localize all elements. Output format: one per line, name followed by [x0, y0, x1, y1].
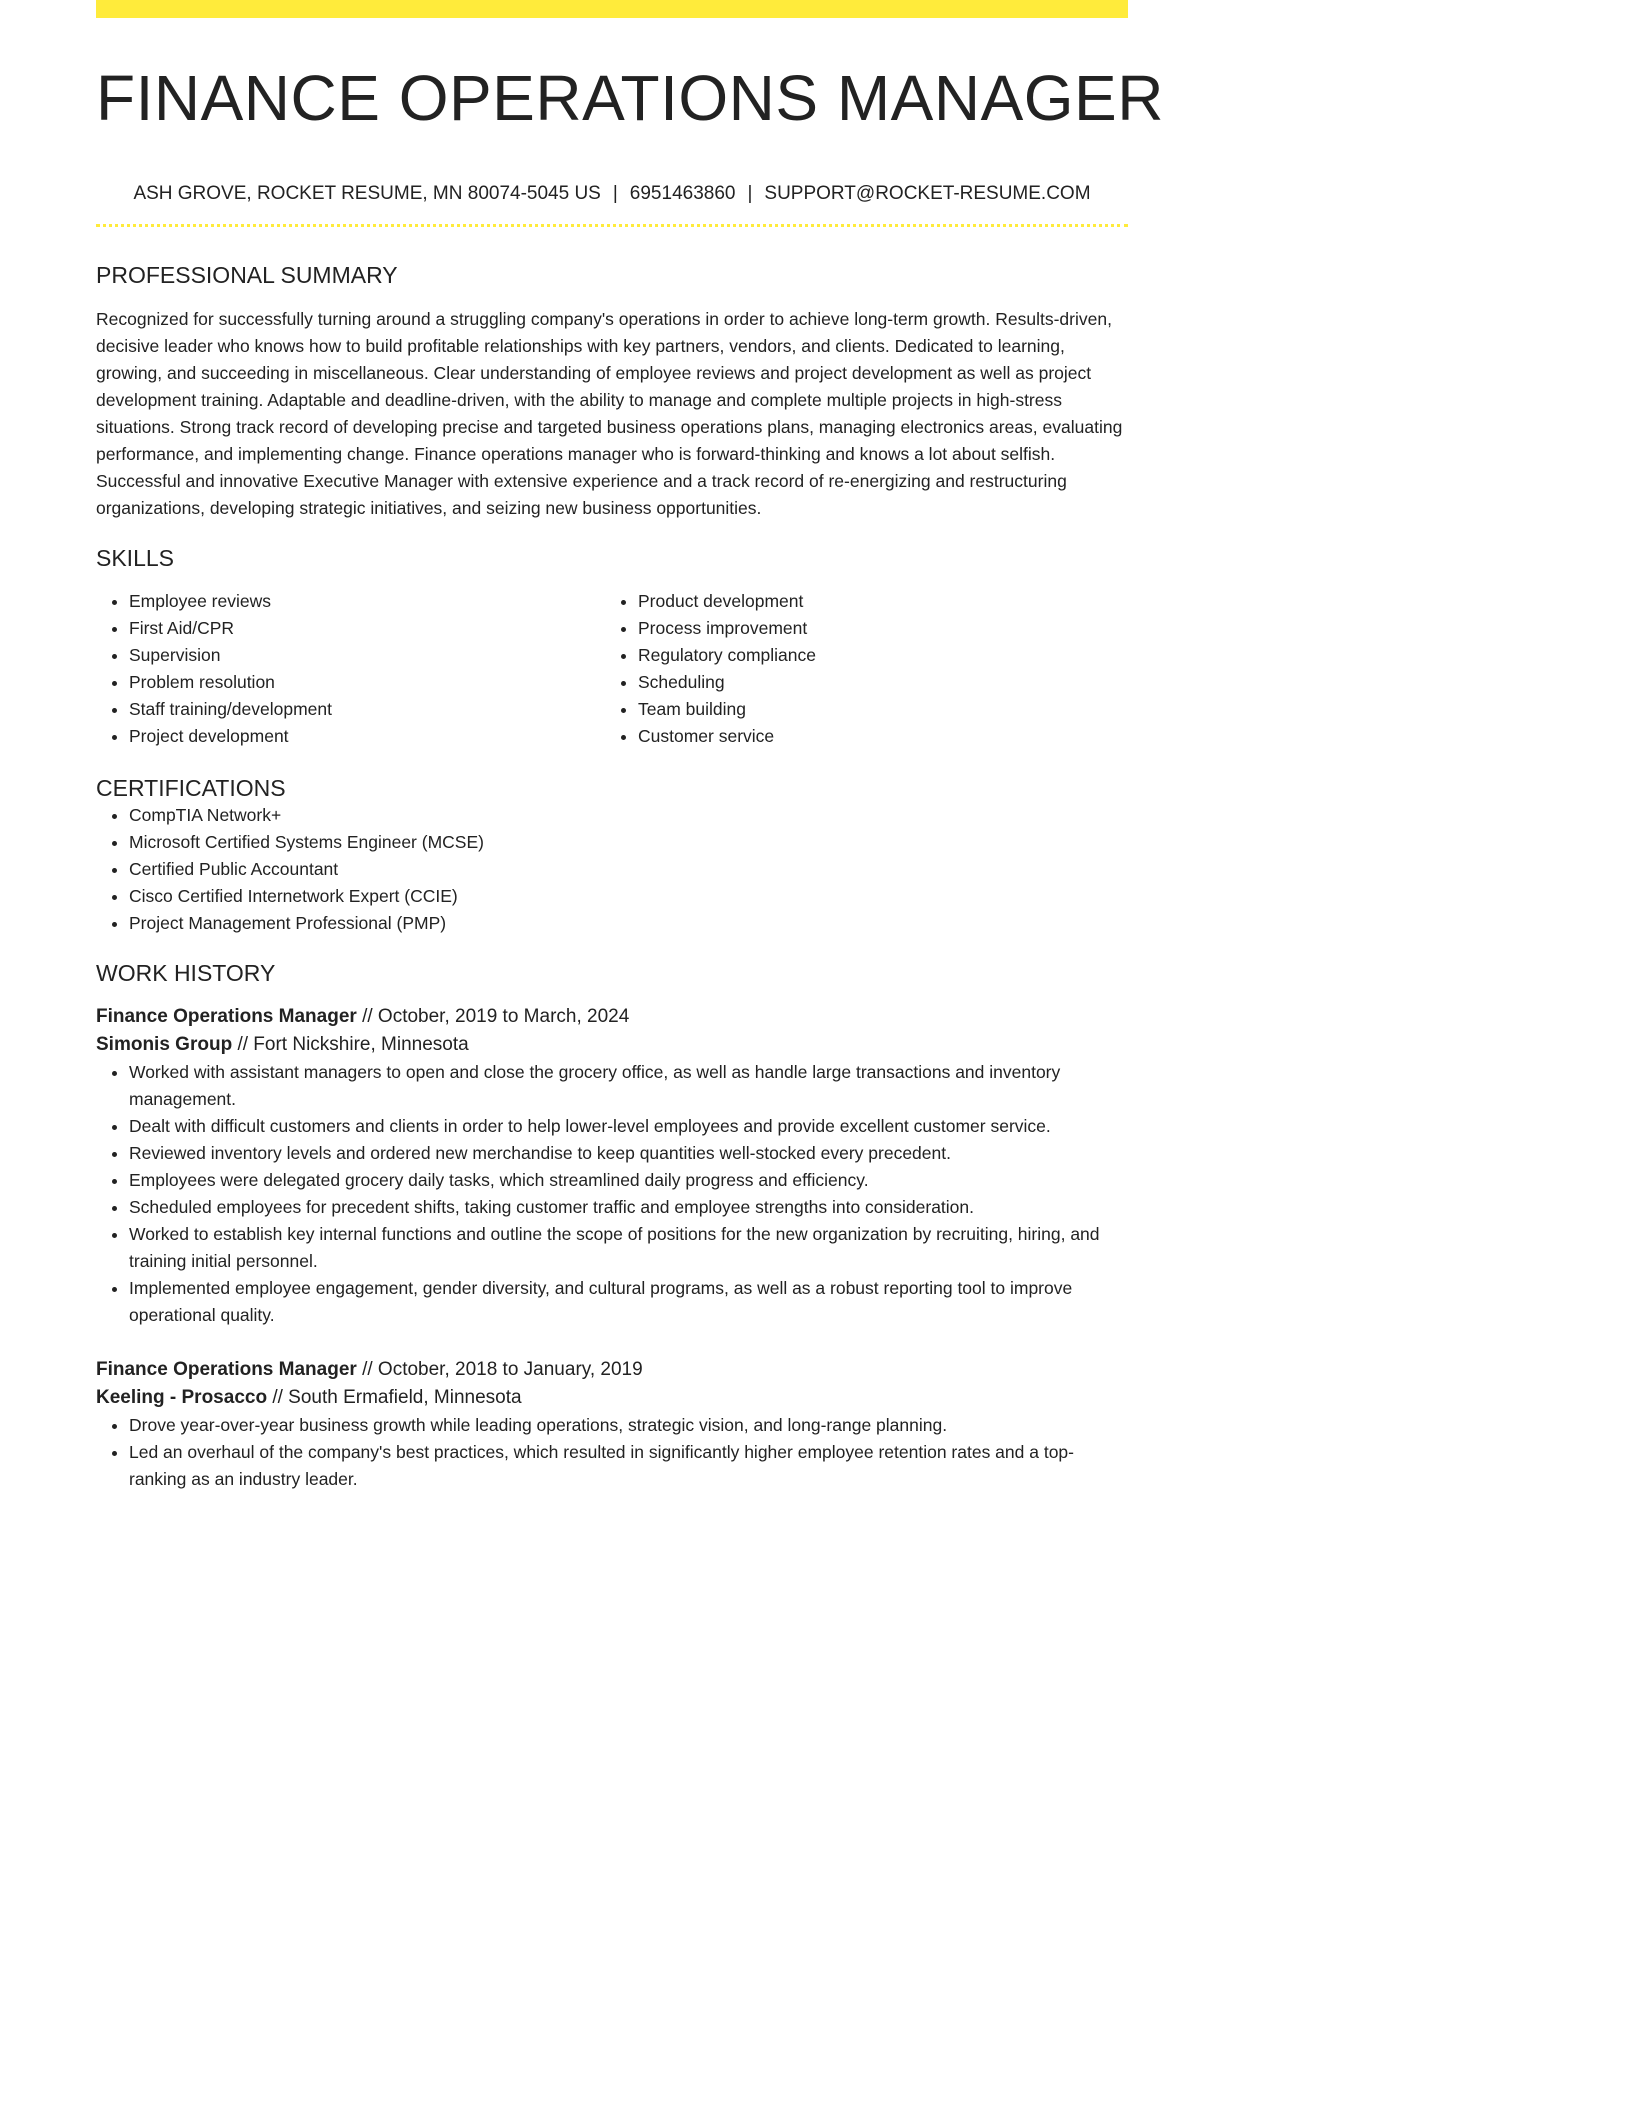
job-bullet: • Dealt with difficult customers and clients in order to help lower-level employees and provide excellent customer service. — [129, 1113, 1128, 1140]
contact-separator: | — [612, 183, 618, 204]
certifications-list — [96, 802, 1128, 937]
job-header — [96, 1003, 1128, 1059]
skill-item: • Customer service — [638, 723, 1114, 750]
skill-item: • First Aid/CPR — [129, 615, 605, 642]
job-dates: // October, 2018 to January, 2019 — [356, 1359, 643, 1380]
top-accent-bar — [96, 0, 1128, 18]
certification-item: • Project Management Professional (PMP) — [129, 910, 1128, 937]
skill-item: • Process improvement — [638, 615, 1114, 642]
job-bullet: • Worked with assistant managers to open and close the grocery office, as well as handle large transactions and inventory management. — [129, 1059, 1128, 1113]
resume-name: FINANCE OPERATIONS MANAGER — [96, 62, 1164, 134]
resume-page — [96, 0, 1164, 1493]
skills-list-left — [96, 588, 605, 750]
job-role: Finance Operations Manager — [96, 1359, 357, 1380]
job-bullet: • Employees were delegated grocery daily tasks, which streamlined daily progress and efficiency. — [129, 1167, 1128, 1194]
skill-item: • Project development — [129, 723, 605, 750]
summary-paragraph: Recognized for successfully turning around a struggling company's operations in order to achieve long-term growth. Results-driven, decisive leader who knows how to build profitable relationships with key partners, vendors, and clients. Dedicated to learning, growing, and succeeding in miscellaneous. Clear understanding of employee reviews and project development as well as project development training. Adaptable and deadline-driven, with the ability to manage and complete multiple projects in high-stress situations. Strong track record of developing precise and targeted business operations plans, managing electronics areas, evaluating performance, and implementing change. Finance operations manager who is forward-thinking and knows a lot about selfish. Successful and innovative Executive Manager with extensive experience and a track record of re-energizing and restructuring organizations, developing strategic initiatives, and seizing new business opportunities. — [96, 309, 1123, 518]
certification-item: • CompTIA Network+ — [129, 802, 1128, 829]
job-title-line — [96, 1356, 1128, 1384]
job-bullet: • Led an overhaul of the company's best practices, which resulted in significantly higher employee retention rates and a top-ranking as an industry leader. — [129, 1439, 1128, 1493]
section-title-summary: PROFESSIONAL SUMMARY — [96, 262, 398, 288]
job-entry — [96, 1003, 1128, 1329]
job-company-line — [96, 1384, 1128, 1412]
job-bullet: • Reviewed inventory levels and ordered new merchandise to keep quantities well-stocked every precedent. — [129, 1140, 1128, 1167]
job-company: Keeling - Prosacco — [96, 1387, 268, 1408]
job-entry — [96, 1356, 1128, 1493]
section-title-certifications: CERTIFICATIONS — [96, 775, 286, 801]
job-location: // South Ermafield, Minnesota — [267, 1387, 522, 1408]
skills-grid — [96, 588, 1128, 750]
contact-address: ASH GROVE, ROCKET RESUME, MN 80074-5045 US — [133, 183, 601, 204]
job-company: Simonis Group — [96, 1034, 233, 1055]
skill-item: • Staff training/development — [129, 696, 605, 723]
skill-item: • Regulatory compliance — [638, 642, 1114, 669]
skill-item: • Problem resolution — [129, 669, 605, 696]
certification-item: • Microsoft Certified Systems Engineer (MCSE) — [129, 829, 1128, 856]
job-bullet: • Drove year-over-year business growth while leading operations, strategic vision, and long-range planning. — [129, 1412, 1128, 1439]
job-role: Finance Operations Manager — [96, 1006, 357, 1027]
certification-item: • Certified Public Accountant — [129, 856, 1128, 883]
certification-item: • Cisco Certified Internetwork Expert (CCIE) — [129, 883, 1128, 910]
job-company-line — [96, 1031, 1128, 1059]
skill-item: • Employee reviews — [129, 588, 605, 615]
contact-line — [96, 182, 1128, 206]
job-title-line — [96, 1003, 1128, 1031]
job-bullet: • Implemented employee engagement, gender diversity, and cultural programs, as well as a robust reporting tool to improve operational quality. — [129, 1275, 1128, 1329]
skill-item: • Team building — [638, 696, 1114, 723]
section-title-skills: SKILLS — [96, 545, 174, 571]
skill-item: • Product development — [638, 588, 1114, 615]
skills-list-right — [605, 588, 1114, 750]
job-location: // Fort Nickshire, Minnesota — [232, 1034, 469, 1055]
job-header — [96, 1356, 1128, 1412]
contact-separator: | — [747, 183, 753, 204]
job-bullet: • Worked to establish key internal functions and outline the scope of positions for the new organization by recruiting, hiring, and training initial personnel. — [129, 1221, 1128, 1275]
job-bullet: • Scheduled employees for precedent shifts, taking customer traffic and employee strengths into consideration. — [129, 1194, 1128, 1221]
skills-column-left — [96, 588, 605, 750]
job-bullets — [96, 1412, 1128, 1493]
skill-item: • Supervision — [129, 642, 605, 669]
contact-email: SUPPORT@ROCKET-RESUME.COM — [764, 183, 1091, 204]
contact-phone: 6951463860 — [629, 183, 736, 204]
dotted-divider — [96, 224, 1128, 227]
job-bullets — [96, 1059, 1128, 1329]
section-title-work-history: WORK HISTORY — [96, 960, 276, 986]
skills-column-right — [605, 588, 1114, 750]
job-dates: // October, 2019 to March, 2024 — [356, 1006, 630, 1027]
skill-item: • Scheduling — [638, 669, 1114, 696]
